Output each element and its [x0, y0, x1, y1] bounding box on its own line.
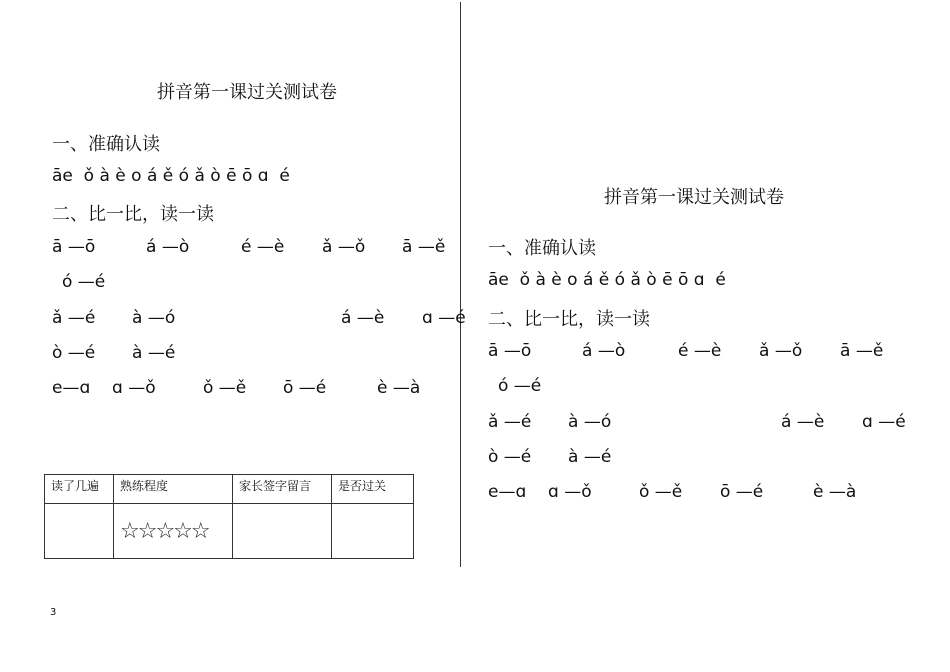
- table-cell-parent-signature: [233, 504, 332, 559]
- right-pair: à —ó: [568, 412, 612, 432]
- right-pair: ō —é: [720, 482, 764, 502]
- right-pair: è —à: [813, 482, 857, 502]
- table-header-times-read: 读了几遍: [45, 475, 114, 504]
- star-rating-icon: ☆☆☆☆☆: [120, 518, 209, 544]
- left-pair: ō —é: [283, 378, 327, 398]
- left-pair: ā —ě: [402, 237, 446, 257]
- right-pair: e—ɑ: [488, 482, 527, 502]
- left-pair: á —è: [341, 308, 385, 328]
- center-divider: [460, 2, 461, 567]
- left-pair: e—ɑ: [52, 378, 91, 398]
- right-pair: ǎ —ǒ: [759, 341, 803, 361]
- right-pair: ǎ —é: [488, 412, 532, 432]
- left-pair: ā —ō: [52, 237, 96, 257]
- right-pair: ɑ —é: [862, 412, 906, 432]
- left-pair: ò —é: [52, 343, 96, 363]
- right-pair: ò —é: [488, 447, 532, 467]
- left-pair: ɑ —ǒ: [112, 378, 156, 398]
- page-number: 3: [50, 607, 57, 618]
- right-pair: á —ò: [582, 341, 626, 361]
- right-pair: á —è: [781, 412, 825, 432]
- right-section1-heading: 一、准确认读: [488, 238, 596, 259]
- left-pair: á —ò: [146, 237, 190, 257]
- left-title: 拼音第一课过关测试卷: [157, 82, 337, 103]
- table-cell-times-read: [45, 504, 114, 559]
- right-pinyin-row: āe ǒ à è o á ě ó ǎ ò ē ō ɑ é: [488, 270, 726, 290]
- left-pair: ɑ —é: [422, 308, 466, 328]
- table-cell-passed: [332, 504, 414, 559]
- right-pair: é —è: [678, 341, 722, 361]
- left-section2-heading: 二、比一比，读一读: [52, 204, 214, 225]
- right-title: 拼音第一课过关测试卷: [604, 187, 784, 208]
- right-section2-heading: 二、比一比，读一读: [488, 309, 650, 330]
- table-header-proficiency: 熟练程度: [114, 475, 233, 504]
- progress-record-table: [44, 474, 414, 559]
- left-pair: ǎ —é: [52, 308, 96, 328]
- left-pair: ǒ —ě: [203, 378, 247, 398]
- table-header-passed: 是否过关: [332, 475, 414, 504]
- table-cell-proficiency: [114, 504, 233, 559]
- right-pair: ǒ —ě: [639, 482, 683, 502]
- left-pair: à —ó: [132, 308, 176, 328]
- right-pair: ɑ —ǒ: [548, 482, 592, 502]
- right-pair: à —é: [568, 447, 612, 467]
- left-pinyin-row: āe ǒ à è o á ě ó ǎ ò ē ō ɑ é: [52, 166, 290, 186]
- right-pair: ā —ō: [488, 341, 532, 361]
- right-pair: ā —ě: [840, 341, 884, 361]
- left-pair: ó —é: [62, 272, 106, 292]
- left-pair: è —à: [377, 378, 421, 398]
- left-pair: é —è: [241, 237, 285, 257]
- table-header-parent-signature: 家长签字留言: [233, 475, 332, 504]
- right-pair: ó —é: [498, 376, 542, 396]
- left-pair: ǎ —ǒ: [322, 237, 366, 257]
- left-section1-heading: 一、准确认读: [52, 134, 160, 155]
- left-pair: à —é: [132, 343, 176, 363]
